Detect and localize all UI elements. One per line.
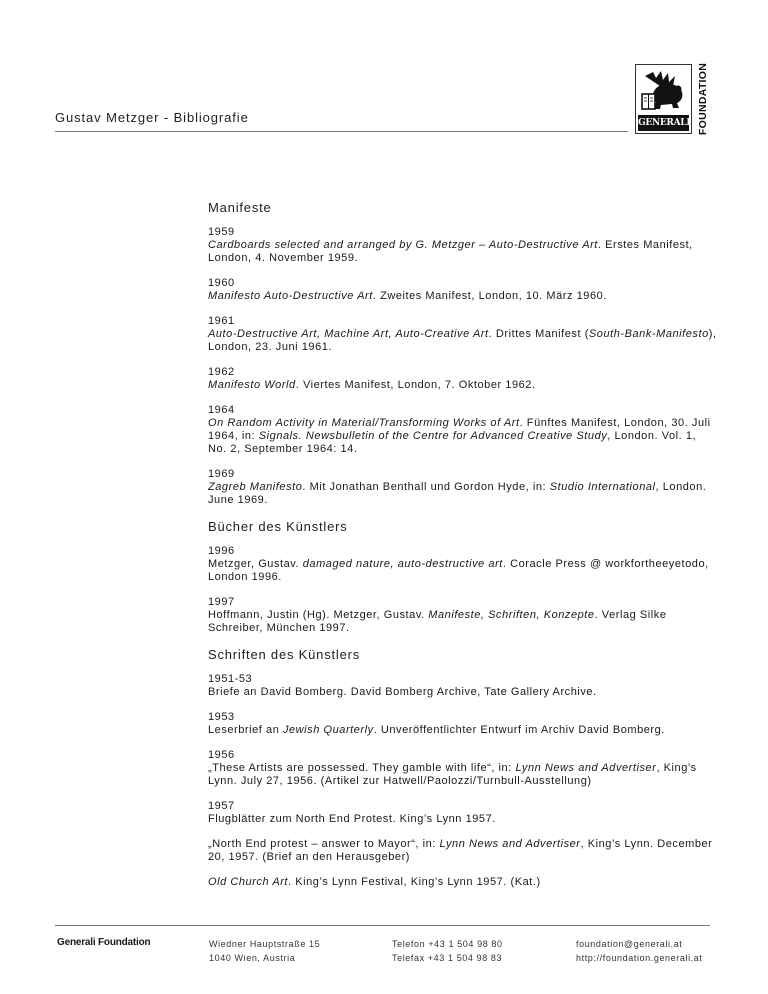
entry-year: 1960 <box>208 277 235 289</box>
entry-title: Manifeste, Schriften, Konzepte <box>428 609 595 621</box>
entry-text: . Viertes Manifest, London, 7. Oktober 1962. <box>295 379 536 391</box>
entry-text: Briefe an David Bomberg. David Bomberg Archive, Tate Gallery Archive. <box>208 686 597 698</box>
bibliography-entry <box>208 711 718 737</box>
bibliography-entry <box>208 366 718 392</box>
entry-title: South-Bank-Manifesto <box>588 328 709 340</box>
winged-lion-icon <box>639 68 688 112</box>
footer-address-line: Wiedner Hauptstraße 15 <box>209 939 321 949</box>
entry-year: 1951-53 <box>208 673 253 685</box>
footer-address <box>209 937 320 965</box>
entry-title: Signals. Newsbulletin of the Centre for Advanced Creative Study <box>258 430 608 442</box>
entry-text: , London. June 1969. <box>208 481 707 506</box>
logo-vertical-text: FOUNDATION <box>697 62 709 136</box>
entry-text: . King’s Lynn Festival, King’s Lynn 1957. (Kat.) <box>288 876 541 888</box>
bibliography-entry <box>208 315 718 354</box>
generali-foundation-logo <box>635 64 713 134</box>
entry-title: Auto-Destructive Art, Machine Art, Auto-Creative Art <box>208 328 489 340</box>
footer-website-link[interactable]: http://foundation.generali.at <box>576 953 703 963</box>
entry-text: „North End protest – answer to Mayor“, in: <box>208 838 440 850</box>
entry-title: Lynn News and Advertiser <box>515 762 657 774</box>
bibliography-entry <box>208 404 718 456</box>
entry-text: . Verlag Silke Schreiber, München 1997. <box>208 609 667 634</box>
footer-address-line: 1040 Wien, Austria <box>209 953 296 963</box>
page-title: Gustav Metzger - Bibliografie <box>55 110 249 125</box>
footer-phone-line: Telefon +43 1 504 98 80 <box>392 939 503 949</box>
entry-text: , London. Vol. 1, No. 2, September 1964: 14. <box>208 430 697 455</box>
bibliography-entry <box>208 468 718 507</box>
footer-brand: Generali Foundation <box>57 937 151 948</box>
entry-year: 1961 <box>208 315 235 327</box>
entry-title: Studio International <box>549 481 656 493</box>
entry-text: . Unveröffentlichter Entwurf im Archiv David Bomberg. <box>373 724 665 736</box>
entry-text: ), London, 23. Juni 1961. <box>208 328 717 353</box>
footer-divider <box>55 925 710 926</box>
bibliography-entry <box>208 277 718 303</box>
bibliography-entry <box>208 596 718 635</box>
entry-year: 1959 <box>208 226 235 238</box>
bibliography-entry <box>208 673 718 699</box>
entry-year: 1957 <box>208 800 235 812</box>
entry-title: Lynn News and Advertiser <box>439 838 581 850</box>
entry-year: 1962 <box>208 366 235 378</box>
entry-title: damaged nature, auto-destructive art <box>302 558 503 570</box>
entry-text: . Coracle Press @ workfortheeyetodo, London 1996. <box>208 558 709 583</box>
entry-text: . Erstes Manifest, London, 4. November 1959. <box>208 239 693 264</box>
footer-email-link[interactable]: foundation@generali.at <box>576 939 683 949</box>
entry-title: Manifesto World <box>208 379 296 391</box>
section-heading: Bücher des Künstlers <box>208 519 348 534</box>
entry-text: . Mit Jonathan Benthall und Gordon Hyde, in: <box>302 481 550 493</box>
entry-title: Jewish Quarterly <box>282 724 374 736</box>
entry-title: Zagreb Manifesto <box>208 481 303 493</box>
entry-year: 1997 <box>208 596 235 608</box>
entry-text: , King’s Lynn. July 27, 1956. (Artikel zur Hatwell/Paolozzi/Turnbull-Ausstellung) <box>208 762 697 787</box>
bibliography-entry <box>208 800 718 826</box>
footer-web <box>576 937 702 965</box>
entry-text: . Fünftes Manifest, London, 30. Juli 1964, in: <box>208 417 711 442</box>
bibliography-entry <box>208 838 718 864</box>
entry-title: Old Church Art <box>208 876 289 888</box>
entry-year: 1996 <box>208 545 235 557</box>
bibliography-content <box>208 200 718 901</box>
entry-title: Manifesto Auto-Destructive Art <box>208 290 373 302</box>
bibliography-entry <box>208 876 718 889</box>
footer-fax-line: Telefax +43 1 504 98 83 <box>392 953 503 963</box>
entry-year: 1953 <box>208 711 235 723</box>
footer-phone <box>392 937 503 965</box>
entry-text: Flugblätter zum North End Protest. King’s Lynn 1957. <box>208 813 496 825</box>
section-heading: Schriften des Künstlers <box>208 647 361 662</box>
bibliography-entry <box>208 545 718 584</box>
entry-text: . Zweites Manifest, London, 10. März 1960. <box>372 290 607 302</box>
bibliography-entry <box>208 226 718 265</box>
entry-title: On Random Activity in Material/Transforming Works of Art <box>208 417 520 429</box>
entry-text: Hoffmann, Justin (Hg). Metzger, Gustav. <box>208 609 429 621</box>
entry-text: , King’s Lynn. December 20, 1957. (Brief an den Herausgeber) <box>208 838 713 863</box>
header-divider <box>55 131 628 132</box>
section-heading: Manifeste <box>208 200 272 215</box>
bibliography-entry <box>208 749 718 788</box>
entry-text: Leserbrief an <box>208 724 283 736</box>
entry-title: Cardboards selected and arranged by G. Metzger – Auto-Destructive Art <box>208 239 598 251</box>
entry-year: 1964 <box>208 404 235 416</box>
entry-text: Metzger, Gustav. <box>208 558 303 570</box>
logo-wordmark: GENERALI <box>638 115 689 131</box>
logo-frame <box>635 64 692 134</box>
entry-text: . Drittes Manifest ( <box>488 328 589 340</box>
logo-vertical-label <box>695 64 711 134</box>
entry-text: „These Artists are possessed. They gamble with life“, in: <box>208 762 516 774</box>
entry-year: 1956 <box>208 749 235 761</box>
entry-year: 1969 <box>208 468 235 480</box>
